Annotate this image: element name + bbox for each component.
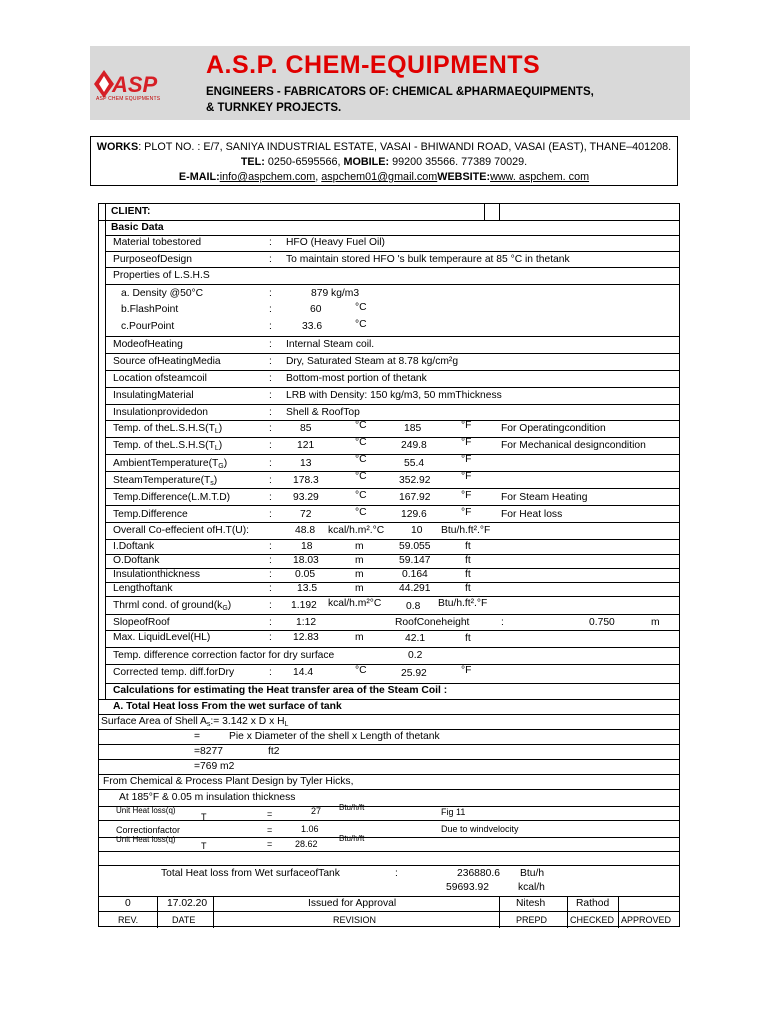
row-label: Insulationprovidedon (113, 407, 209, 418)
header-prepd: PREPD (516, 915, 548, 925)
total-heat-loss-colon: : (395, 868, 398, 879)
temp-c-value: 178.3 (293, 475, 319, 486)
slope-label: SlopeofRoof (113, 617, 170, 628)
temp-c-unit: °C (355, 471, 367, 482)
area-ft2-value: =8277 (194, 746, 223, 757)
temp-f-value: 185 (404, 423, 422, 434)
row-colon: : (269, 304, 272, 315)
dim-unit-ft: ft (465, 541, 471, 552)
dim-value-m: 0.05 (295, 569, 316, 580)
row-colon: : (269, 237, 272, 248)
temp-label: $SteamTemperature(T_s)$ (113, 475, 218, 487)
temp-colon: : (269, 423, 272, 434)
row-label: PurposeofDesign (113, 254, 192, 265)
maxliq-unit-m: m (355, 632, 364, 643)
temp-label: Temp. of $theL.S.H.S(T_L)$ (113, 440, 223, 452)
rule (99, 699, 679, 700)
temp-c-value: 93.29 (293, 492, 319, 503)
company-name: A.S.P. CHEM-EQUIPMENTS (206, 51, 541, 79)
dim-colon: : (269, 541, 272, 552)
rule (105, 539, 679, 540)
temp-c-unit: °C (355, 420, 367, 431)
footer-col-2 (213, 896, 214, 928)
temp-colon: : (269, 458, 272, 469)
thrml-unit-imperial: Btu/h.ft².°F (438, 598, 488, 609)
thrml-label: Thrml cond. of $ground(k_G)$ (113, 600, 232, 612)
total-heat-loss-btu: 236880.6 (457, 868, 500, 879)
rule (99, 220, 679, 221)
temp-f-unit: °F (461, 471, 472, 482)
dim-value-ft: 59.055 (399, 541, 431, 552)
thrml-value-metric: 1.192 (291, 600, 317, 611)
rule (105, 420, 679, 421)
left-inner-border (105, 204, 106, 700)
row-value: HFO (Heavy Fuel Oil) (286, 237, 385, 248)
rule (105, 554, 679, 555)
footer-col-4 (567, 896, 568, 928)
area-ft2-unit: ft2 (268, 746, 280, 757)
dim-label: Insulationthickness (113, 569, 201, 580)
row-value: 33.6 (302, 321, 323, 332)
row-value: 879 kg/m3 (311, 288, 360, 299)
slope-value: 1:12 (296, 617, 317, 628)
rule (105, 522, 679, 523)
temp-f-value: 167.92 (399, 492, 431, 503)
temp-f-unit: °F (461, 420, 472, 431)
row-value: Dry, Saturated Steam at 8.78 kg/cm²g (286, 356, 459, 367)
rule (105, 582, 679, 583)
calc-heading: Calculations for estimating the Heat transfer area of the Steam Coil : (113, 685, 448, 696)
dim-unit-m: m (355, 569, 364, 580)
rule (105, 267, 679, 268)
row-value: To maintain stored HFO 's bulk temperaure at 85 °C in thetank (286, 254, 570, 265)
temp-note: For Operatingcondition (501, 423, 606, 434)
thrml-value-imperial: 0.8 (406, 601, 421, 612)
row-colon: : (269, 288, 272, 299)
total-heat-loss-btu-unit: Btu/h (520, 868, 545, 879)
corrected-temp-label: Corrected temp. diff.forDry (113, 667, 235, 678)
row-colon: : (269, 321, 272, 332)
rev-date: 17.02.20 (167, 898, 208, 909)
footer-col-3 (499, 896, 500, 928)
basic-data-heading: Basic Data (111, 222, 164, 233)
reference-line: From Chemical & Process Plant Design by Tyler Hicks, (103, 776, 354, 787)
row-colon: : (269, 407, 272, 418)
rule (105, 336, 679, 337)
maxliq-colon: : (269, 632, 272, 643)
row-label: InsulatingMaterial (113, 390, 194, 401)
data-sheet (98, 203, 680, 927)
correction-factor-value: 0.2 (408, 650, 423, 661)
temp-c-unit: °C (355, 490, 367, 501)
rule (99, 744, 679, 745)
temp-colon: : (269, 475, 272, 486)
row-value: LRB with Density: 150 kg/m3, 50 mmThickness (286, 390, 502, 401)
surface-area-formula: Surface Area of Shell $A_s:= 3.142$ x D x $H_L$ (101, 716, 289, 728)
fig-reference: Fig 11 (441, 807, 466, 817)
corrected-temp-c-unit: °C (355, 665, 367, 676)
rule (105, 404, 679, 405)
rule (99, 851, 679, 852)
unit-heat-loss-eq: = (267, 809, 273, 819)
tagline-line-1: ENGINEERS - FABRICATORS OF: CHEMICAL &PHARMAEQUIPMENTS, (206, 86, 594, 98)
unit-heat-loss-value: 27 (311, 806, 322, 816)
wind-velocity-note: Due to windvelocity (441, 824, 519, 834)
rule (99, 806, 679, 807)
rule (99, 789, 679, 790)
rev-checked-by: Rathod (576, 898, 610, 909)
maxliq-unit-ft: ft (465, 633, 471, 644)
dim-label: I.Doftank (113, 541, 155, 552)
corrected-temp-c: 14.4 (293, 667, 314, 678)
temp-c-value: 72 (300, 509, 312, 520)
dim-value-ft: 59.147 (399, 555, 431, 566)
thrml-colon: : (269, 600, 272, 611)
header-approved: APPROVED (621, 915, 672, 925)
overall-value-imperial: 10 (411, 525, 423, 536)
row-label: ModeofHeating (113, 339, 183, 350)
unit-heat-loss-corrected-unit: Btu/h/ft (339, 834, 365, 843)
row-unit: °C (355, 302, 367, 313)
client-divider-2 (499, 204, 500, 220)
roof-cone-colon: : (501, 617, 504, 628)
row-colon: : (269, 254, 272, 265)
temp-f-unit: °F (461, 437, 472, 448)
temp-f-value: 129.6 (401, 509, 427, 520)
address-line: WORKS: PLOT NO. : E/7, SANIYA INDUSTRIAL ESTATE, VASAI - BHIWANDI ROAD, VASAI (EAST), THANE–401208. (96, 141, 672, 153)
temp-label: Temp.Difference (113, 509, 188, 520)
row-value: 60 (310, 304, 322, 315)
dim-value-m: 13.5 (297, 583, 318, 594)
rule (105, 630, 679, 631)
rule (99, 896, 679, 897)
dim-unit-ft: ft (465, 569, 471, 580)
dim-colon: : (269, 555, 272, 566)
phone-line: TEL: 0250-6595566, MOBILE: 99200 35566. 77389 70029. (240, 156, 528, 168)
rev-description: Issued for Approval (308, 898, 397, 909)
rule (99, 865, 679, 866)
temp-c-value: 121 (297, 440, 315, 451)
unit-heat-loss-t: T (201, 812, 207, 822)
unit-heat-loss-corrected-eq: = (267, 839, 273, 849)
correction-factor-row-label: Correctionfactor (116, 825, 181, 835)
rule (105, 370, 679, 371)
row-label: c.PourPoint (121, 321, 175, 332)
temp-label: $AmbientTemperature(T_G)$ (113, 458, 228, 470)
maxliq-value-ft: 42.1 (405, 633, 426, 644)
temp-label: Temp.Difference(L.M.T.D) (113, 492, 231, 503)
dim-label: O.Doftank (113, 555, 160, 566)
rule (105, 387, 679, 388)
temp-f-unit: °F (461, 507, 472, 518)
dim-value-m: 18.03 (293, 555, 319, 566)
total-heat-loss-kcal: 59693.92 (446, 882, 489, 893)
svg-text:ASP: ASP (112, 72, 158, 97)
row-label: Source ofHeatingMedia (113, 356, 221, 367)
rule (105, 505, 679, 506)
corrected-temp-colon: : (269, 667, 272, 678)
overall-unit-metric: kcal/h.m².°C (328, 525, 385, 536)
rule (105, 664, 679, 665)
email-link-gmail[interactable]: aspchem01@gmail.com (321, 171, 438, 183)
row-label: Material tobestored (113, 237, 202, 248)
temp-colon: : (269, 492, 272, 503)
unit-heat-loss-corrected-label: Unit Heat loss(q) (116, 835, 176, 844)
rule (99, 759, 679, 760)
corrected-temp-f-unit: °F (461, 665, 472, 676)
row-unit: °C (355, 319, 367, 330)
maxliq-value-m: 12.83 (293, 632, 319, 643)
temp-c-unit: °C (355, 437, 367, 448)
roof-cone-value: 0.750 (589, 617, 615, 628)
correction-factor-row-value: 1.06 (301, 824, 319, 834)
contact-box (90, 136, 678, 186)
roof-cone-unit: m (651, 617, 660, 628)
dim-unit-m: m (355, 583, 364, 594)
website-link[interactable]: www. aspchem. com (490, 171, 590, 183)
overall-label: Overall Co-effecient ofH.T(U): (113, 525, 249, 536)
tagline-line-2: & TURNKEY PROJECTS. (206, 102, 342, 114)
conditions-line: At 185°F & 0.05 m insulation thickness (119, 792, 296, 803)
section-a-heading: A. Total Heat loss From the wet surface of tank (113, 701, 342, 712)
dim-colon: : (269, 569, 272, 580)
dim-unit-m: m (355, 541, 364, 552)
rule (105, 251, 679, 252)
total-heat-loss-kcal-unit: kcal/h (518, 882, 545, 893)
email-line: E-MAIL:info@aspchem.com, aspchem01@gmail.comWEBSITE:www. aspchem. com (178, 171, 590, 183)
dim-colon: : (269, 583, 272, 594)
dim-label: Lengthoftank (113, 583, 173, 594)
row-colon: : (269, 390, 272, 401)
temp-note: For Heat loss (501, 509, 563, 520)
rule (105, 596, 679, 597)
unit-heat-loss-unit: Btu/h/ft (339, 803, 365, 812)
dim-value-ft: 0.164 (402, 569, 428, 580)
corrected-temp-f: 25.92 (401, 668, 427, 679)
temp-colon: : (269, 509, 272, 520)
dim-unit-ft: ft (465, 555, 471, 566)
dim-unit-m: m (355, 555, 364, 566)
temp-c-value: 85 (300, 423, 312, 434)
unit-heat-loss-corrected-value: 28.62 (295, 839, 318, 849)
row-value: Internal Steam coil. (286, 339, 375, 350)
rule (105, 284, 679, 285)
temp-f-unit: °F (461, 454, 472, 465)
header-date: DATE (172, 915, 196, 925)
area-m2: =769 m2 (194, 761, 235, 772)
temp-f-unit: °F (461, 490, 472, 501)
row-colon: : (269, 356, 272, 367)
pie-formula: Pie x Diameter of the shell x Length of thetank (229, 731, 440, 742)
dim-unit-ft: ft (465, 583, 471, 594)
footer-col-1 (157, 896, 158, 928)
temp-f-value: 55.4 (404, 458, 425, 469)
temp-f-value: 249.8 (401, 440, 427, 451)
row-label: b.FlashPoint (121, 304, 179, 315)
temp-c-value: 13 (300, 458, 312, 469)
header-checked: CHECKED (570, 915, 615, 925)
correction-factor-row-eq: = (267, 825, 273, 835)
rule (99, 774, 679, 775)
row-label: Location ofsteamcoil (113, 373, 207, 384)
row-colon: : (269, 373, 272, 384)
footer-col-5 (618, 896, 619, 928)
maxliq-label: Max. LiquidLevel(HL) (113, 632, 211, 643)
row-label: a. Density @50°C (121, 288, 204, 299)
overall-value-metric: 48.8 (295, 525, 316, 536)
rule (99, 820, 679, 821)
header-rev: REV. (118, 915, 139, 925)
unit-heat-loss-label: Unit Heat loss(q) (116, 806, 176, 815)
rule (105, 683, 679, 684)
temp-f-value: 352.92 (399, 475, 431, 486)
client-divider-1 (484, 204, 485, 220)
correction-factor-label: Temp. difference correction factor for dry surface (113, 650, 335, 661)
total-heat-loss-label: Total Heat loss from Wet surfaceofTank (161, 868, 340, 879)
pie-equals: = (194, 731, 201, 742)
temp-colon: : (269, 440, 272, 451)
dim-value-ft: 44.291 (399, 583, 431, 594)
temp-label: Temp. of $theL.S.H.S(T_L)$ (113, 423, 223, 435)
roof-cone-label: RoofConeheight (395, 617, 470, 628)
rev-number: 0 (125, 898, 131, 909)
row-value: Shell & RoofTop (286, 407, 360, 418)
row-colon: : (269, 339, 272, 350)
temp-c-unit: °C (355, 507, 367, 518)
rule (105, 235, 679, 236)
row-value: Bottom-most portion of thetank (286, 373, 427, 384)
slope-colon: : (269, 617, 272, 628)
thrml-unit-metric: kcal/h.m²°C (328, 598, 382, 609)
temp-note: For Mechanical designcondition (501, 440, 646, 451)
email-link-info[interactable]: info@aspchem.com (219, 171, 316, 183)
rule (105, 353, 679, 354)
dim-value-m: 18 (301, 541, 313, 552)
client-label: CLIENT: (111, 206, 151, 217)
overall-unit-imperial: Btu/h.ft².°F (441, 525, 491, 536)
logo-caption: ASP CHEM EQUIPMENTS (96, 96, 161, 102)
rule (105, 647, 679, 648)
rev-prepared-by: Nitesh (516, 898, 546, 909)
temp-c-unit: °C (355, 454, 367, 465)
rule (99, 837, 679, 838)
rule (99, 714, 679, 715)
temp-note: For Steam Heating (501, 492, 588, 503)
rule (99, 911, 679, 912)
header-revision: REVISION (333, 915, 377, 925)
unit-heat-loss-corrected-t: T (201, 841, 207, 851)
row-label: Properties of L.S.H.S (113, 270, 210, 281)
